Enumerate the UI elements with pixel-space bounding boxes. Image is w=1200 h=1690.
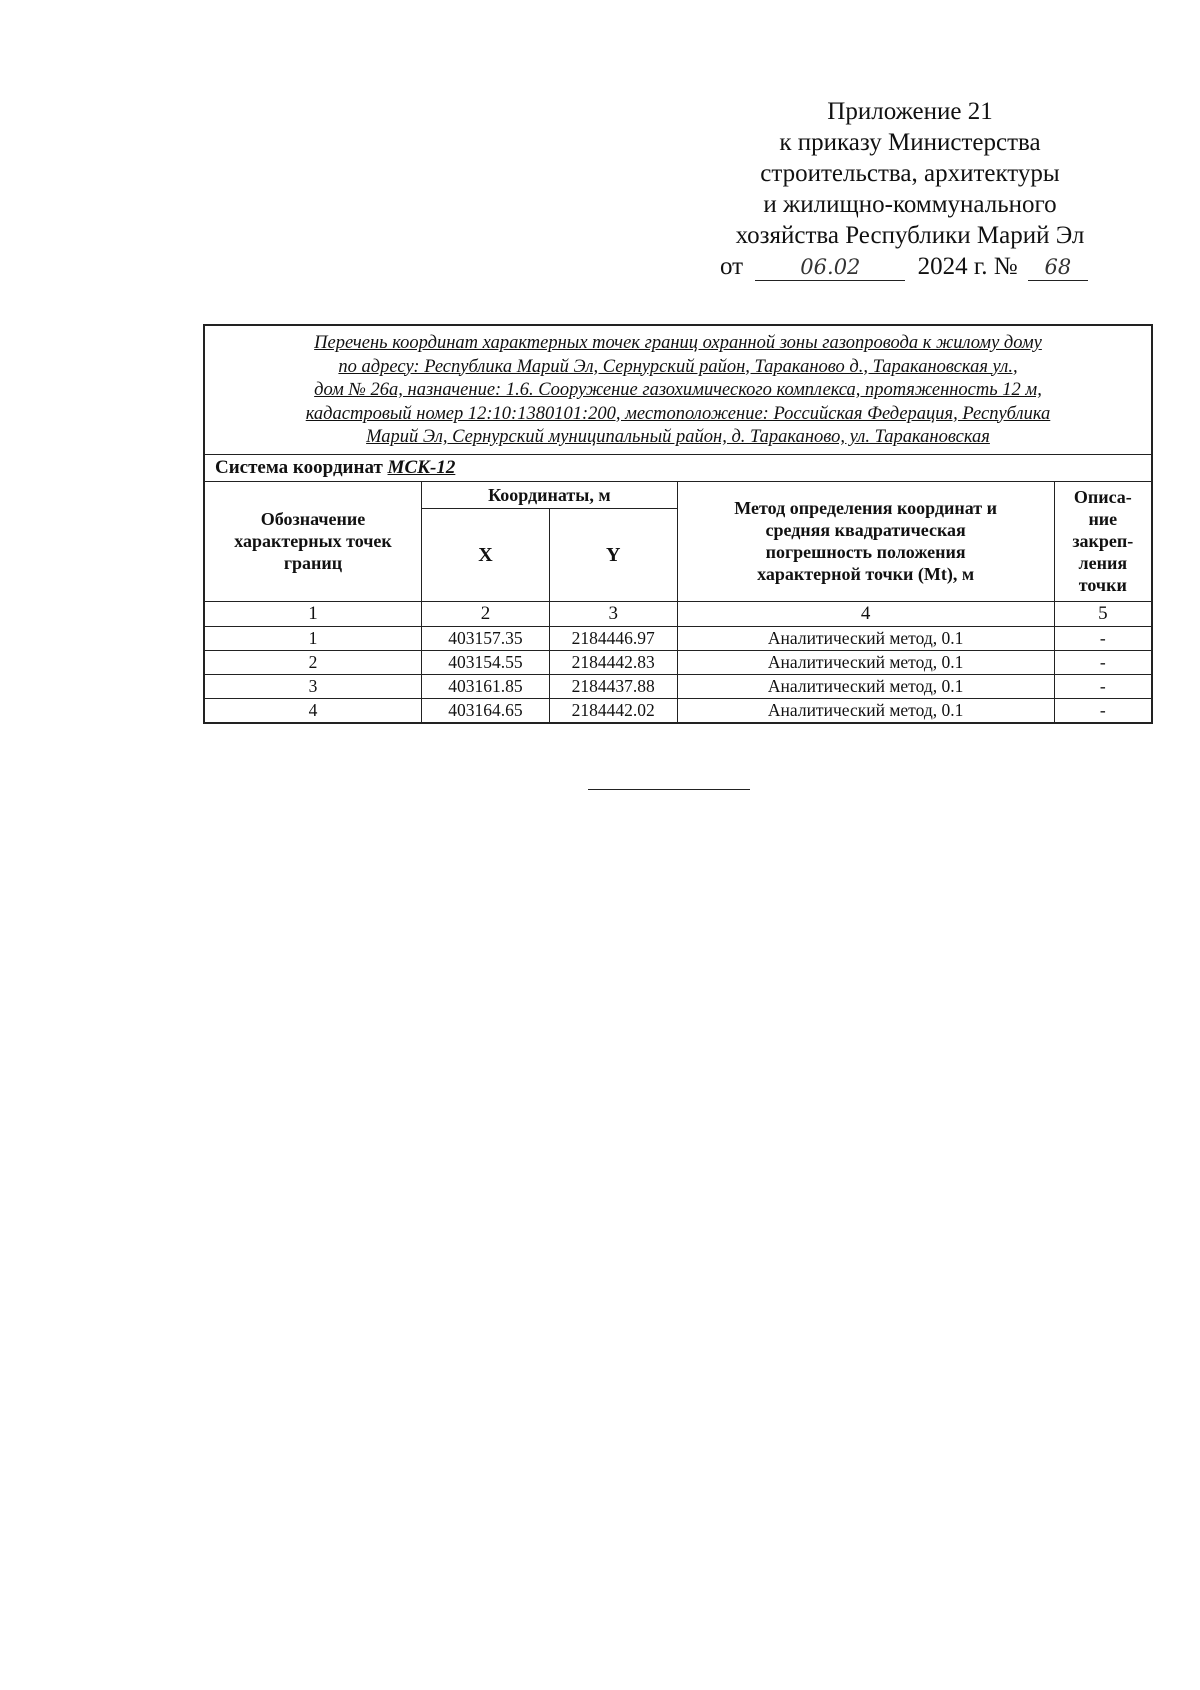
table-row (204, 674, 1152, 698)
table-row (204, 698, 1152, 723)
handwritten-order-number: 68 (1028, 254, 1088, 281)
column-number-row (204, 601, 1152, 626)
point-id: 3 (204, 674, 422, 698)
y-coordinate: 2184446.97 (549, 626, 677, 650)
appendix-block (700, 96, 1120, 282)
caption-line: Марий Эл, Сернурский муниципальный район, д. Тараканово, ул. Таракановская (366, 427, 990, 447)
table-row (204, 626, 1152, 650)
appendix-line: строительства, архитектуры (760, 160, 1060, 187)
column-number: 2 (422, 601, 550, 626)
y-coordinate: 2184437.88 (549, 674, 677, 698)
caption-line: по адресу: Республика Марий Эл, Сернурский район, Тараканово д., Таракановская ул., (338, 356, 1018, 377)
year-text: 2024 г. № (917, 253, 1018, 280)
table-caption (204, 325, 1152, 454)
column-number: 4 (677, 601, 1054, 626)
method-cell: Аналитический метод, 0.1 (677, 674, 1054, 698)
method-cell: Аналитический метод, 0.1 (677, 626, 1054, 650)
date-prefix: от (720, 253, 744, 280)
caption-line: дом № 26а, назначение: 1.6. Сооружение газохимического комплекса, протяженность 12 м, (314, 380, 1042, 400)
column-number: 1 (204, 601, 422, 626)
point-id: 4 (204, 698, 422, 723)
point-id: 2 (204, 650, 422, 674)
header-x: X (422, 508, 550, 601)
order-date-line (700, 251, 1120, 282)
header-method: Метод определения координат и средняя квадратическая погрешность положения характерной точки (Mt), м (677, 481, 1054, 601)
x-coordinate: 403164.65 (422, 698, 550, 723)
appendix-line: к приказу Министерства (779, 129, 1041, 156)
description-cell: - (1054, 674, 1152, 698)
appendix-line: хозяйства Республики Марий Эл (735, 222, 1085, 249)
x-coordinate: 403157.35 (422, 626, 550, 650)
header-description: Описа- ние закреп- ления точки (1054, 481, 1152, 601)
system-label: Система координат (215, 456, 383, 478)
x-coordinate: 403154.55 (422, 650, 550, 674)
system-row (204, 454, 1152, 481)
caption-line: кадастровый номер 12:10:1380101:200, местоположение: Российская Федерация, Республика (305, 403, 1051, 424)
appendix-title: Приложение 21 (827, 98, 993, 125)
end-separator-line (588, 789, 750, 790)
caption-row (204, 325, 1152, 454)
header-coordinates: Координаты, м (422, 481, 678, 508)
column-number: 3 (549, 601, 677, 626)
system-value: МСК-12 (387, 456, 456, 478)
coordinates-table (203, 324, 1153, 724)
y-coordinate: 2184442.02 (549, 698, 677, 723)
handwritten-date: 06.02 (755, 254, 905, 281)
table-row (204, 650, 1152, 674)
method-cell: Аналитический метод, 0.1 (677, 698, 1054, 723)
point-id: 1 (204, 626, 422, 650)
header-point-designation: Обозначение характерных точек границ (204, 481, 422, 601)
header-y: Y (549, 508, 677, 601)
description-cell: - (1054, 650, 1152, 674)
appendix-line: и жилищно-коммунального (763, 191, 1057, 218)
coordinate-system (204, 454, 1152, 481)
x-coordinate: 403161.85 (422, 674, 550, 698)
y-coordinate: 2184442.83 (549, 650, 677, 674)
column-number: 5 (1054, 601, 1152, 626)
header-row-1 (204, 481, 1152, 508)
description-cell: - (1054, 626, 1152, 650)
method-cell: Аналитический метод, 0.1 (677, 650, 1054, 674)
caption-line: Перечень координат характерных точек границ охранной зоны газопровода к жилому дому (314, 333, 1042, 353)
description-cell: - (1054, 698, 1152, 723)
